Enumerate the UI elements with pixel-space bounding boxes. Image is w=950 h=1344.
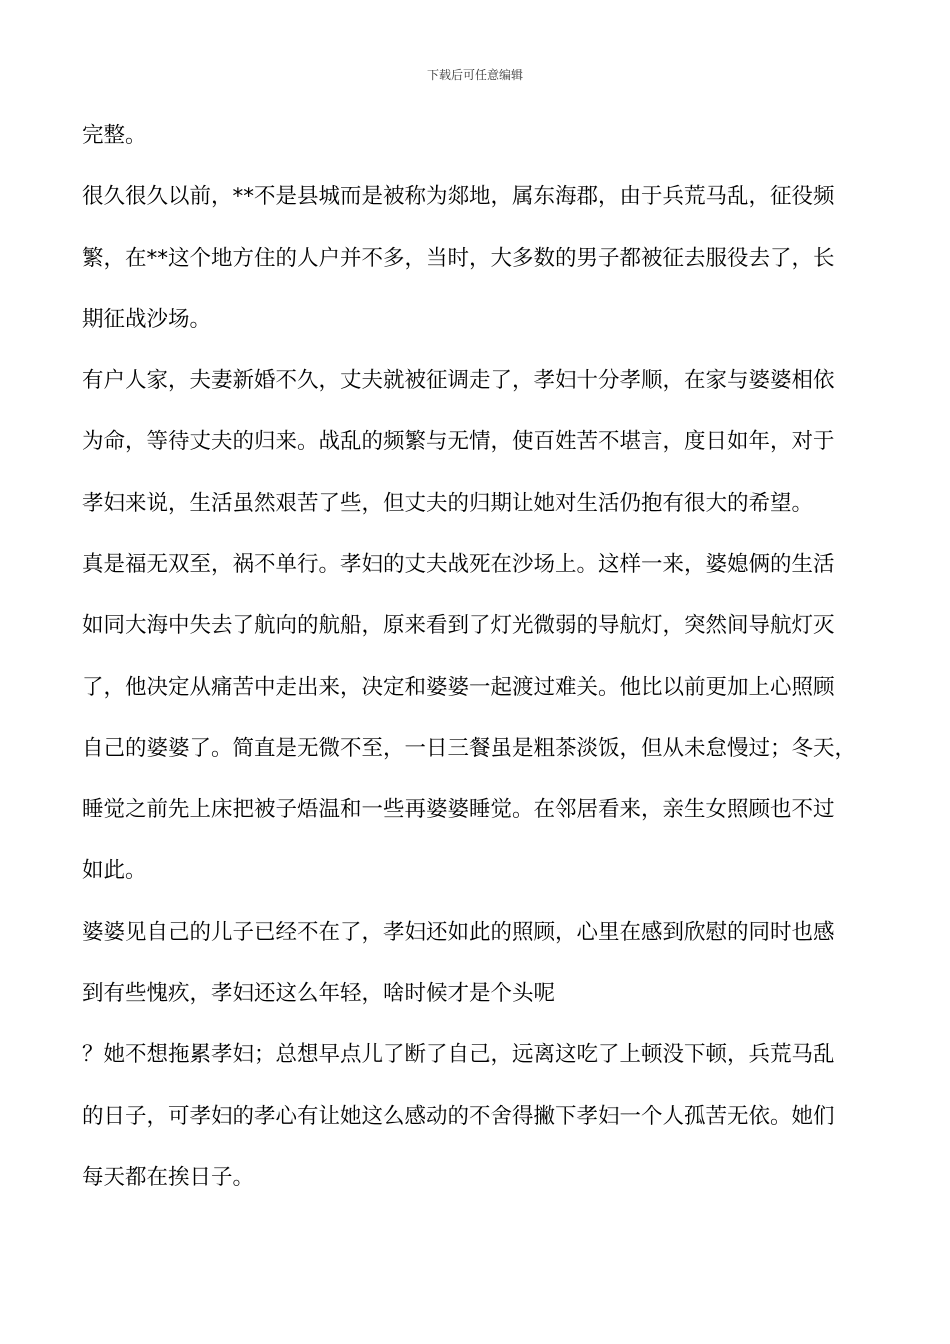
text-line: 很久很久以前，**不是县城而是被称为郯地，属东海郡，由于兵荒马乱，征役频 bbox=[82, 184, 835, 210]
text-line: 睡觉之前先上床把被子焐温和一些再婆婆睡觉。在邻居看来，亲生女照顾也不过 bbox=[82, 797, 835, 823]
text-line: 了，他决定从痛苦中走出来，决定和婆婆一起渡过难关。他比以前更加上心照顾 bbox=[82, 674, 835, 700]
text-line: 繁，在**这个地方住的人户并不多，当时，大多数的男子都被征去服役去了，长 bbox=[82, 245, 835, 271]
text-line: 完整。 bbox=[82, 123, 147, 148]
text-line: 自己的婆婆了。简直是无微不至，一日三餐虽是粗茶淡饭，但从未怠慢过；冬天， bbox=[82, 735, 857, 761]
text-line: 如同大海中失去了航向的航船，原来看到了灯光微弱的导航灯，突然间导航灯灭 bbox=[82, 613, 835, 639]
text-line: 有户人家，夫妻新婚不久，丈夫就被征调走了，孝妇十分孝顺，在家与婆婆相依 bbox=[82, 368, 835, 394]
text-line: ？她不想拖累孝妇；总想早点儿了断了自己，远离这吃了上顿没下顿，兵荒马乱 bbox=[82, 1042, 835, 1068]
document-body bbox=[82, 120, 882, 1194]
text-line: 为命，等待丈夫的归来。战乱的频繁与无情，使百姓苦不堪言，度日如年，对于 bbox=[82, 429, 835, 455]
page-header: 下载后可任意编辑 bbox=[426, 68, 523, 82]
text-line: 每天都在挨日子。 bbox=[82, 1164, 255, 1190]
text-line: 孝妇来说，生活虽然艰苦了些，但丈夫的归期让她对生活仍抱有很大的希望。 bbox=[82, 490, 814, 516]
text-line: 的日子，可孝妇的孝心有让她这么感动的不舍得撇下孝妇一个人孤苦无依。她们 bbox=[82, 1103, 835, 1129]
text-line: 到有些愧疚，孝妇还这么年轻，啥时候才是个头呢 bbox=[82, 980, 556, 1006]
text-line: 婆婆见自己的儿子已经不在了，孝妇还如此的照顾，心里在感到欣慰的同时也感 bbox=[82, 919, 835, 945]
text-line: 期征战沙场。 bbox=[82, 306, 212, 332]
text-line: 如此。 bbox=[82, 858, 147, 884]
text-line: 真是福无双至，祸不单行。孝妇的丈夫战死在沙场上。这样一来，婆媳俩的生活 bbox=[82, 551, 835, 577]
